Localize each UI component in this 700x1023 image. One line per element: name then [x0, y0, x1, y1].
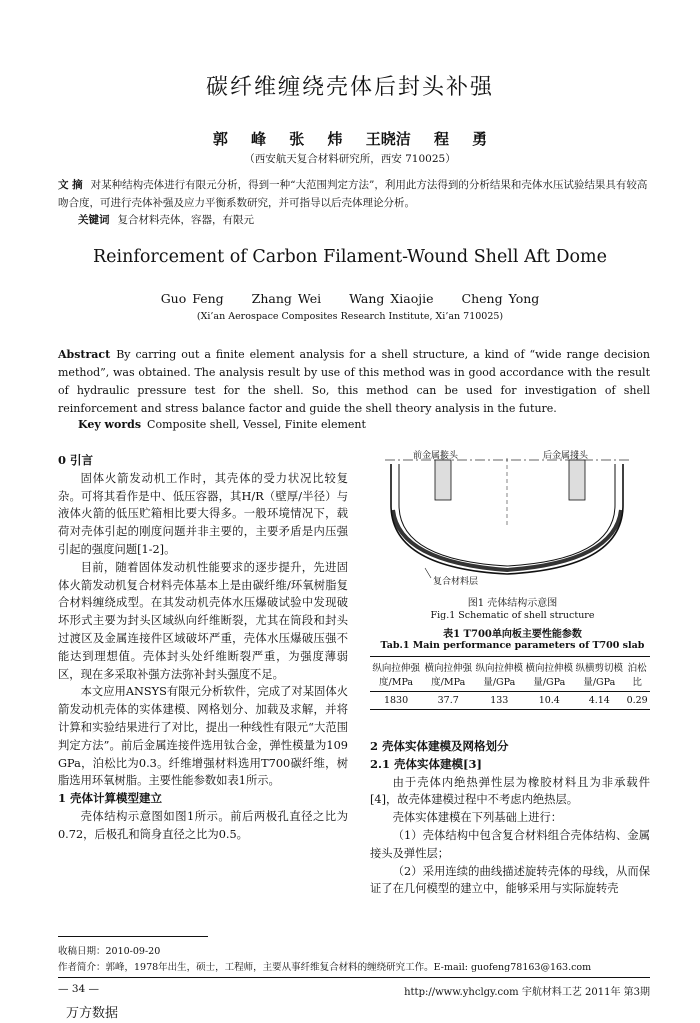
table-header-cell: 纵向拉伸强度/MPa: [372, 663, 420, 688]
author-en: Wang Xiaojie: [349, 291, 434, 306]
table-header-cell: 横向拉伸强度/MPa: [424, 663, 472, 688]
table-header-cell: 纵向拉伸模量/GPa: [475, 663, 524, 688]
abstract-cn: [58, 176, 648, 212]
table-cell: 10.4: [538, 695, 560, 706]
page-number: — 34 —: [58, 983, 100, 995]
section-heading-intro: 0 引言: [58, 453, 94, 467]
authors-en: [0, 291, 700, 306]
table-caption-en: Tab.1 Main performance parameters of T700 slab: [380, 640, 645, 651]
table-header-cell: 泊松比: [627, 663, 647, 688]
figure-shell-structure: [383, 450, 631, 585]
table-cell: 37.7: [437, 695, 459, 706]
modeling-paragraph-3: （1）壳体结构中包含复合材料组合壳体结构、金属接头及弹性层；: [370, 828, 650, 860]
table-cell: 0.29: [626, 695, 648, 706]
keywords-en: [78, 418, 638, 431]
authors: 郭 峰 张 炜 王晓洁 程 勇: [212, 130, 488, 148]
label-composite-layer: 复合材料层: [433, 577, 479, 587]
affiliation-en: (Xi’an Aerospace Composites Research Institute, Xi’an 710025): [196, 311, 504, 322]
label-front-joint: 前金属接头: [413, 451, 459, 461]
paper-title-en: Reinforcement of Carbon Filament-Wound Shell Aft Dome: [92, 247, 607, 267]
model-paragraph-1: 壳体结构示意图如图1所示。前后两极孔直径之比为0.72，后极孔和筒身直径之比为0.5。: [58, 809, 348, 841]
table-caption-cn: 表1 T700单向板主要性能参数: [443, 629, 582, 640]
modeling-paragraph-1: 由于壳体内绝热弹性层为橡胶材料且为非承载件[4]，故壳体建模过程中不考虑内绝热层。: [370, 775, 650, 807]
journal-info: http://www.yhclgy.com 宇航材料工艺 2011年 第3期: [404, 987, 650, 998]
figure-caption-en: Fig.1 Schematic of shell structure: [430, 610, 595, 621]
author-en: Guo Feng: [160, 291, 224, 306]
keywords-en-text: Composite shell, Vessel, Finite element: [147, 418, 366, 431]
author-en: Cheng Yong: [461, 291, 540, 306]
section-heading-modeling: 2 壳体实体建模及网格划分: [370, 739, 509, 753]
figure-caption-cn: 图1 壳体结构示意图: [467, 598, 558, 609]
author-intro: 作者简介：郭峰，1978年出生，硕士，工程师，主要从事纤维复合材料的缠绕研究工作。E-mail: guofeng78163@163.com: [58, 962, 592, 973]
intro-paragraph-2: 目前，随着固体发动机性能要求的逐步提升，先进固体火箭发动机复合材料壳体基本上是由碳纤维/环氧树脂复合材料缠绕成型。在其发动机壳体水压爆破试验中发现破坏形式主要为封头区域纵向纤维断裂，尤其在筒段和封头过渡区及金属连接件区域破坏严重，壳体水压爆破压强不能达到理想值。壳体封头处纤维断裂严重，为强度薄弱区，现在多采取补强方法弥补封头强度不足。: [58, 560, 348, 681]
table-cell: 1830: [383, 695, 409, 706]
modeling-paragraph-4: （2）采用连续的曲线描述旋转壳体的母线，从而保证了在几何模型的建立中，能够采用与实际旋转壳: [370, 864, 650, 896]
right-column: [370, 738, 650, 898]
abstract-en-text: By carring out a finite element analysis for a shell structure, a kind of “wide range decision method”, was obtained. The analysis result by use of this method was in good accordance with the result of hydraulic pressure test for the shell. So, this method can be used for investigation of shell reinforcement and stress balance factor and guide the shell theory analysis in the future.: [58, 348, 650, 415]
intro-paragraph-3: 本文应用ANSYS有限元分析软件，完成了对某固体火箭发动机壳体的实体建模、网格划分、加载及求解，并将计算和实验结果进行了对比，提出一种线性有限元“大范围判定方法”。前后金属连接件选用钛合金，弹性模量为109 GPa，泊松比为0.3。纤维增强材料选用T700碳纤维，树脂选用环氧树脂。主要性能参数如表1所示。: [58, 685, 348, 788]
modeling-paragraph-2: 壳体实体建模在下列基础上进行：: [392, 811, 563, 825]
abstract-en-label: Abstract: [58, 348, 111, 361]
shell-structure-diagram: [383, 450, 631, 585]
author-en: Zhang Wei: [251, 291, 322, 306]
table-header-cell: 横向拉伸模量/GPa: [525, 663, 574, 688]
table-row: [370, 692, 650, 710]
keywords-cn-label: 关键词: [78, 214, 110, 226]
paper-title: 碳纤维缠绕壳体后封头补强: [205, 75, 494, 100]
received-date: 收稿日期：2010-09-20: [58, 946, 161, 957]
abstract-cn-text: 对某种结构壳体进行有限元分析，得到一种“大范围判定方法”，利用此方法得到的分析结果和壳体水压试验结果具有较高吻合度，可进行壳体补强及应力平衡系数研究，并可指导以后壳体理论分析。: [58, 179, 648, 209]
table-header-row: [370, 657, 650, 692]
table-performance: [370, 656, 650, 710]
footnote-divider: [58, 936, 208, 937]
table-header-cell: 纵横剪切模量/GPa: [575, 663, 624, 688]
label-rear-joint: 后金属接头: [543, 451, 589, 461]
affiliation: （西安航天复合材料研究所，西安 710025）: [244, 153, 456, 165]
keywords-cn-text: 复合材料壳体，容器，有限元: [117, 214, 254, 226]
subsection-heading-solid-model: 2.1 壳体实体建模[3]: [370, 756, 482, 771]
keywords-cn: [78, 212, 638, 227]
table-cell: 133: [490, 695, 509, 706]
abstract-cn-label: 文 摘: [58, 179, 83, 191]
keywords-en-label: Key words: [78, 418, 142, 431]
table-cell: 4.14: [588, 695, 610, 706]
watermark: 万方数据: [66, 1006, 119, 1021]
intro-paragraph-1: 固体火箭发动机工作时，其壳体的受力状况比较复杂。可将其看作是中、低压容器，其H/R（壁厚/半径）与液体火箭的低压贮箱相比要大得多。一般环境情况下，载荷对壳体引起的刚度问题并非主要的，主要矛盾是内压强引起的强度问题[1-2]。: [58, 471, 348, 556]
section-heading-model: 1 壳体计算模型建立: [58, 791, 163, 806]
footer-divider: [58, 977, 650, 978]
left-column: [58, 452, 348, 844]
abstract-en: [58, 346, 650, 418]
